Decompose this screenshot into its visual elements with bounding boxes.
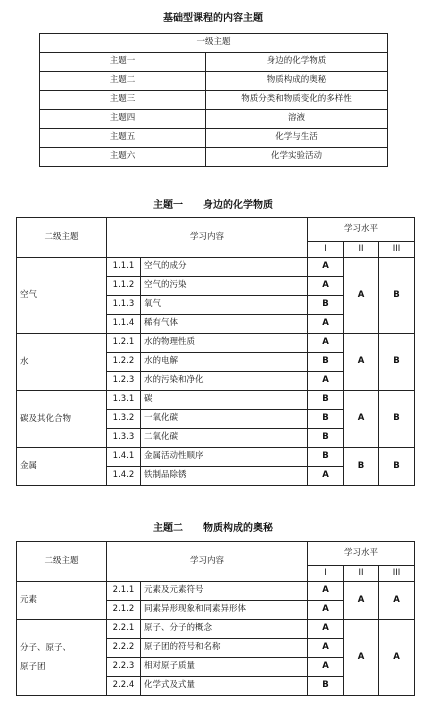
- sub-topic-header: 二级主题: [17, 542, 107, 582]
- page-title: 基础型课程的内容主题: [163, 13, 263, 24]
- overview-theme-number: 主题五: [40, 129, 206, 148]
- sub-topic-name: 碳及其化合物: [17, 391, 107, 448]
- item-code: 1.3.3: [107, 429, 141, 448]
- item-text: 化学式及式量: [141, 677, 308, 696]
- item-code: 2.1.1: [107, 582, 141, 601]
- item-text: 铁制品除锈: [141, 467, 308, 486]
- level-iii-value: B: [379, 334, 415, 391]
- item-text: 空气的污染: [141, 277, 308, 296]
- level-iii-value: A: [379, 582, 415, 620]
- item-text: 氧气: [141, 296, 308, 315]
- sub-topic-name: 空气: [17, 258, 107, 334]
- item-code: 2.1.2: [107, 601, 141, 620]
- overview-theme-name: 溶液: [206, 110, 388, 129]
- item-code: 1.1.4: [107, 315, 141, 334]
- level-iii-header: III: [379, 242, 415, 258]
- level-i-value: A: [308, 258, 344, 277]
- level-ii-header: II: [344, 566, 379, 582]
- content-header: 学习内容: [107, 542, 308, 582]
- item-text: 碳: [141, 391, 308, 410]
- sub-topic-name: 水: [17, 334, 107, 391]
- sub-topic-name: 分子、原子、 原子团: [17, 620, 107, 696]
- item-text: 水的电解: [141, 353, 308, 372]
- content-row: [17, 258, 415, 277]
- level-i-value: A: [308, 277, 344, 296]
- content-row: [17, 334, 415, 353]
- overview-theme-name: 化学实验活动: [206, 148, 388, 167]
- level-ii-value: A: [344, 391, 379, 448]
- item-code: 2.2.3: [107, 658, 141, 677]
- item-text: 相对原子质量: [141, 658, 308, 677]
- overview-header: 一级主题: [40, 34, 388, 53]
- section2-title: 主题二 物质构成的奥秘: [153, 523, 273, 534]
- level-i-value: B: [308, 353, 344, 372]
- sub-topic-name: 元素: [17, 582, 107, 620]
- level-i-value: B: [308, 391, 344, 410]
- item-text: 一氧化碳: [141, 410, 308, 429]
- item-code: 1.2.1: [107, 334, 141, 353]
- level-i-value: A: [308, 372, 344, 391]
- item-code: 1.1.1: [107, 258, 141, 277]
- level-iii-value: B: [379, 258, 415, 334]
- section1-title: 主题一 身边的化学物质: [153, 200, 273, 211]
- level-iii-value: B: [379, 391, 415, 448]
- item-code: 1.4.2: [107, 467, 141, 486]
- item-code: 2.2.2: [107, 639, 141, 658]
- item-code: 1.2.2: [107, 353, 141, 372]
- overview-row: [40, 148, 388, 167]
- overview-theme-name: 身边的化学物质: [206, 53, 388, 72]
- overview-theme-name: 化学与生活: [206, 129, 388, 148]
- content-row: [17, 620, 415, 639]
- overview-theme-number: 主题四: [40, 110, 206, 129]
- level-ii-header: II: [344, 242, 379, 258]
- item-code: 1.3.1: [107, 391, 141, 410]
- item-text: 二氧化碳: [141, 429, 308, 448]
- level-ii-value: A: [344, 620, 379, 696]
- content-row: [17, 448, 415, 467]
- level-ii-value: A: [344, 582, 379, 620]
- level-ii-value: A: [344, 258, 379, 334]
- level-iii-value: A: [379, 620, 415, 696]
- level-i-value: A: [308, 601, 344, 620]
- section2-table: [16, 541, 415, 696]
- item-text: 原子团的符号和名称: [141, 639, 308, 658]
- overview-row: [40, 91, 388, 110]
- level-i-value: B: [308, 296, 344, 315]
- content-row: [17, 391, 415, 410]
- overview-theme-number: 主题一: [40, 53, 206, 72]
- level-i-value: A: [308, 315, 344, 334]
- sub-topic-header: 二级主题: [17, 218, 107, 258]
- overview-row: [40, 129, 388, 148]
- overview-theme-number: 主题二: [40, 72, 206, 91]
- overview-theme-number: 主题六: [40, 148, 206, 167]
- level-i-value: A: [308, 467, 344, 486]
- level-i-value: B: [308, 429, 344, 448]
- content-row: [17, 582, 415, 601]
- level-ii-value: B: [344, 448, 379, 486]
- level-i-header: I: [308, 566, 344, 582]
- item-text: 水的污染和净化: [141, 372, 308, 391]
- overview-row: [40, 72, 388, 91]
- item-code: 1.2.3: [107, 372, 141, 391]
- overview-table: [39, 33, 388, 167]
- level-i-value: A: [308, 620, 344, 639]
- level-i-value: B: [308, 448, 344, 467]
- level-i-value: B: [308, 677, 344, 696]
- level-i-value: A: [308, 639, 344, 658]
- level-iii-header: III: [379, 566, 415, 582]
- overview-row: [40, 110, 388, 129]
- item-code: 1.1.3: [107, 296, 141, 315]
- header-row: [17, 218, 415, 242]
- item-code: 1.1.2: [107, 277, 141, 296]
- item-code: 2.2.4: [107, 677, 141, 696]
- overview-theme-name: 物质分类和物质变化的多样性: [206, 91, 388, 110]
- level-i-value: A: [308, 582, 344, 601]
- header-row: [17, 542, 415, 566]
- section1-table: [16, 217, 415, 486]
- level-i-value: A: [308, 658, 344, 677]
- item-text: 水的物理性质: [141, 334, 308, 353]
- level-header: 学习水平: [308, 218, 415, 242]
- overview-row: [40, 53, 388, 72]
- overview-theme-number: 主题三: [40, 91, 206, 110]
- item-text: 金属活动性顺序: [141, 448, 308, 467]
- level-i-value: A: [308, 334, 344, 353]
- item-text: 同素异形现象和同素异形体: [141, 601, 308, 620]
- sub-topic-name: 金属: [17, 448, 107, 486]
- item-code: 2.2.1: [107, 620, 141, 639]
- level-header: 学习水平: [308, 542, 415, 566]
- item-text: 空气的成分: [141, 258, 308, 277]
- overview-theme-name: 物质构成的奥秘: [206, 72, 388, 91]
- item-text: 稀有气体: [141, 315, 308, 334]
- item-code: 1.4.1: [107, 448, 141, 467]
- item-text: 元素及元素符号: [141, 582, 308, 601]
- content-header: 学习内容: [107, 218, 308, 258]
- level-iii-value: B: [379, 448, 415, 486]
- level-ii-value: A: [344, 334, 379, 391]
- item-text: 原子、分子的概念: [141, 620, 308, 639]
- level-i-value: B: [308, 410, 344, 429]
- item-code: 1.3.2: [107, 410, 141, 429]
- level-i-header: I: [308, 242, 344, 258]
